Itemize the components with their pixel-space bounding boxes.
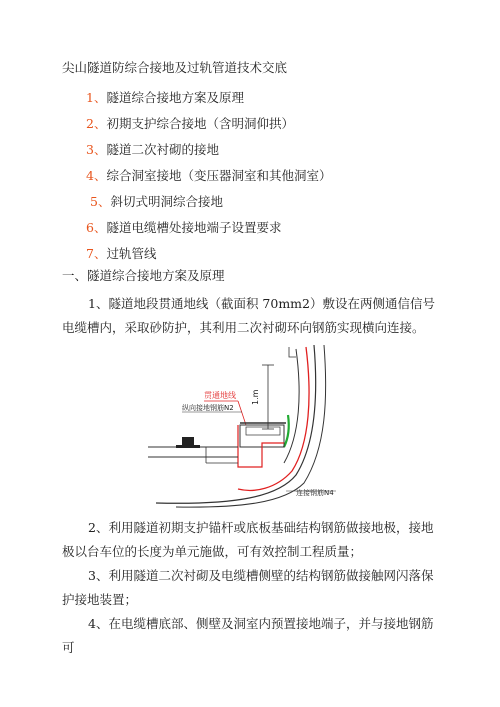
paragraph <box>62 564 440 612</box>
toc-number: 1、 <box>86 90 107 105</box>
toc-number: 2、 <box>86 116 107 131</box>
toc-label: 隧道综合接地方案及原理 <box>106 90 244 105</box>
grounding-diagram <box>146 343 364 508</box>
paragraph <box>62 516 440 564</box>
paragraph-text: 4、在电缆槽底部、侧壁及洞室内预置接地端子，并与接地钢筋可 <box>62 616 434 655</box>
red-trough-rebar <box>238 425 284 467</box>
toc-item[interactable] <box>86 220 281 236</box>
through-ground-label: 贯通地线 <box>204 391 236 400</box>
toc-label: 过轨管线 <box>106 246 157 261</box>
paragraph-text: 3、利用隧道二次衬砌及电缆槽侧壁的结构钢筋做接触网闪落保护接地装置； <box>62 568 434 607</box>
toc-label: 隧道二次衬砌的接地 <box>106 142 219 157</box>
toc-label: 初期支护综合接地（含明洞仰拱） <box>106 116 294 131</box>
toc-item[interactable] <box>86 168 331 184</box>
toc-label: 综合洞室接地（变压器洞室和其他洞室） <box>106 168 332 183</box>
toc-number: 5、 <box>90 194 111 209</box>
green-connection <box>284 415 289 447</box>
paragraph <box>62 612 440 660</box>
toc-label: 隧道电缆槽处接地端子设置要求 <box>106 220 282 235</box>
paragraph-text: 1、隧道地段贯通地线（截面积 70mm2）敷设在两侧通信信号电缆槽内，采取砂防护，其利用二次衬砌环向钢筋实现横向连接。 <box>62 296 435 335</box>
toc-number: 4、 <box>86 168 107 183</box>
toc-item[interactable] <box>90 194 223 210</box>
toc-label: 斜切式明洞综合接地 <box>110 194 223 209</box>
toc-number: 6、 <box>86 220 107 235</box>
section-heading: 一、隧道综合接地方案及原理 <box>62 268 225 283</box>
longitudinal-rebar-label: 纵向接地钢筋N2 <box>182 404 234 412</box>
toc-number: 3、 <box>86 142 107 157</box>
toc-item[interactable] <box>86 246 156 262</box>
toc-item[interactable] <box>86 90 244 106</box>
connecting-rebar-label: 连接钢筋N4 <box>296 489 334 497</box>
toc-item[interactable] <box>86 142 219 158</box>
grounding-diagram-svg <box>146 343 364 508</box>
paragraph-text: 2、利用隧道初期支护锚杆或底板基础结构钢筋做接地极，接地极以台车位的长度为单元施做，可有效控制工程质量； <box>62 520 434 559</box>
dimension-label: 1.m <box>251 389 260 405</box>
toc-number: 7、 <box>86 246 107 261</box>
document-title: 尖山隧道防综合接地及过轨管道技术交底 <box>62 60 288 75</box>
paragraph <box>62 292 440 340</box>
toc-item[interactable] <box>86 116 294 132</box>
